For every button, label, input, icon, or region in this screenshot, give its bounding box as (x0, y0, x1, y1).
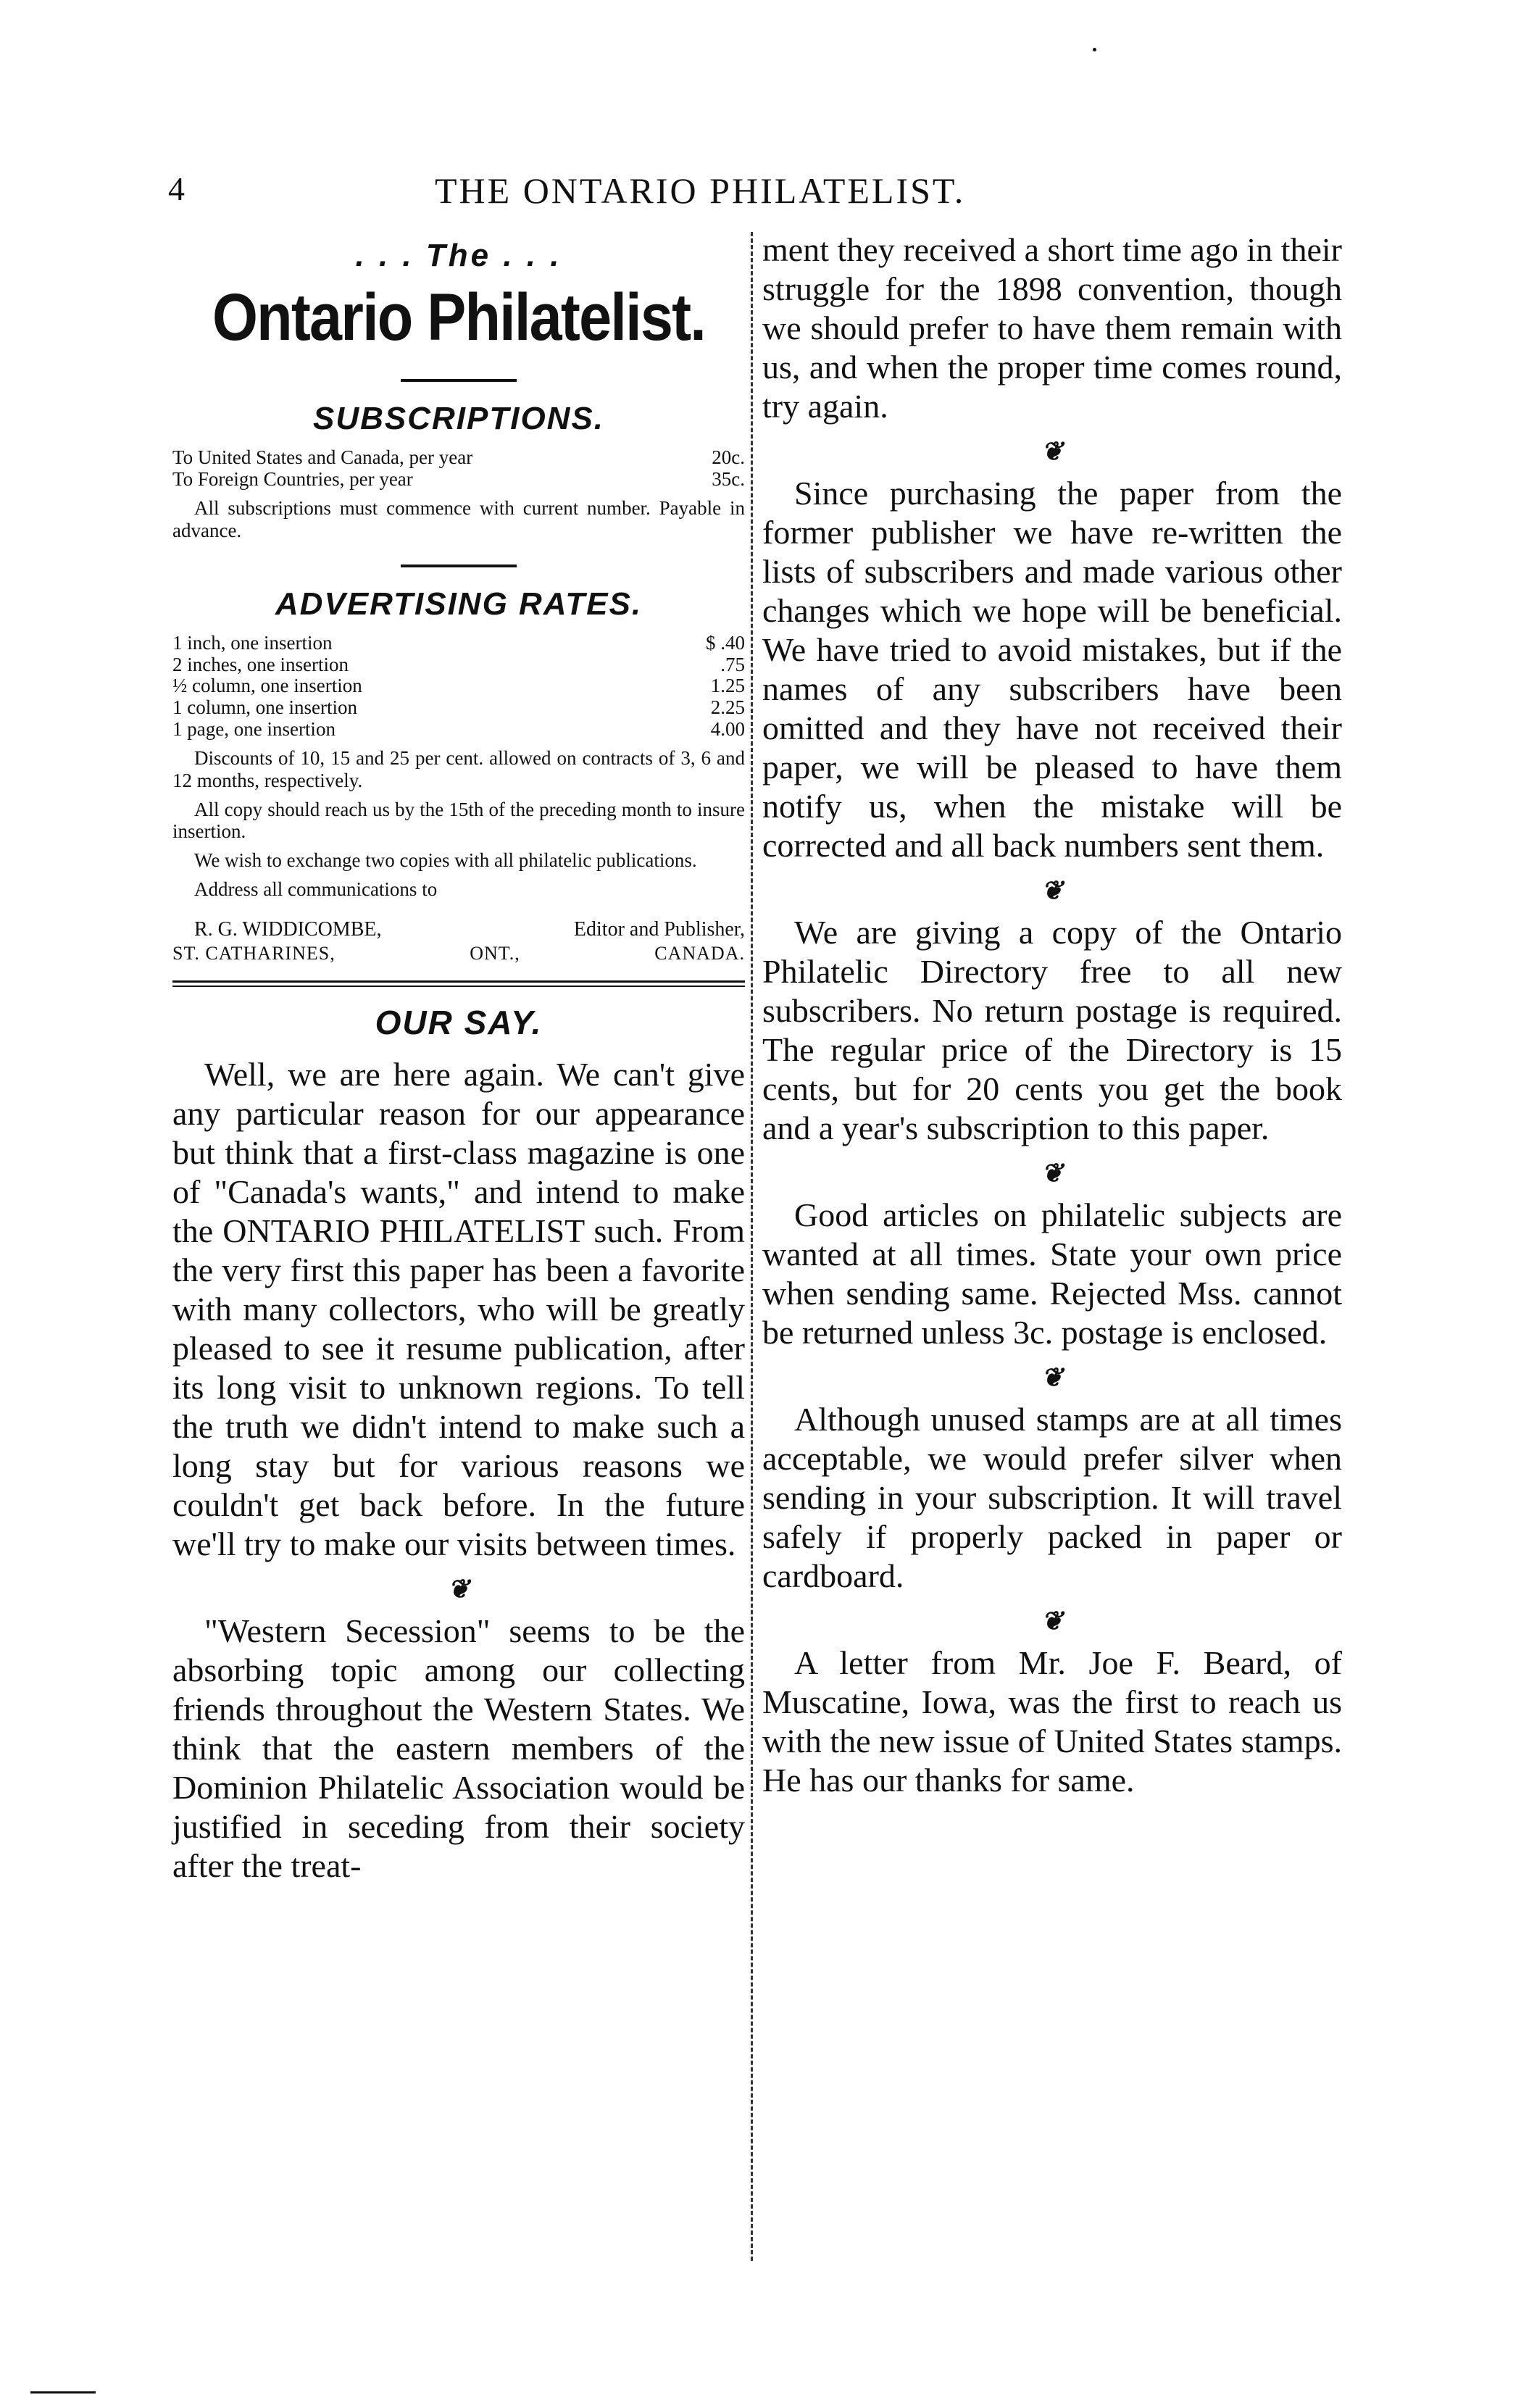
subscriptions-heading: SUBSCRIPTIONS. (312, 401, 605, 436)
subscription-price: 20c. (712, 446, 745, 468)
rate-price: .75 (720, 653, 745, 675)
subscription-price: 35c. (712, 467, 745, 490)
editorial-paragraph: Although unused stamps are at all times acceptable, we would prefer silver when sending in your subscription. It will travel safely if properly packed in paper or cardboard. (762, 1401, 1342, 1594)
running-title: THE ONTARIO PHILATELIST. (435, 170, 966, 211)
ornament-icon: ❦ (1041, 1607, 1064, 1636)
rate-price: 2.25 (710, 696, 745, 718)
rate-label: 2 inches, one insertion (172, 653, 349, 675)
ornament-icon: ❦ (1041, 437, 1064, 466)
ornament-icon: ❦ (1041, 1363, 1064, 1392)
rate-row (172, 633, 745, 654)
editorial-paragraph: A letter from Mr. Joe F. Beard, of Muscatine, Iowa, was the first to reach us with the new issue of United States stamps. He has our thanks for same. (762, 1644, 1342, 1799)
our-say-heading: OUR SAY. (375, 1003, 543, 1041)
section-rule (172, 986, 745, 987)
editorial-paragraph: Well, we are here again. We can't give any particular reason for our appearance but think that a first-class magazine is one of "Canada's wants," and intend to make the ONTARIO PHILATELIST such. From the very first this paper has been a favorite with many collectors, who will be greatly pleased to see it resume publication, after its long visit to unknown regions. To tell the truth we didn't intend to make such a long stay but for various reasons we couldn't get back before. In the future we'll try to make our visits between times. (172, 1055, 745, 1562)
ornament-icon: ❦ (1041, 876, 1064, 905)
rate-label: 1 page, one insertion (172, 717, 336, 740)
editorial-paragraph: Since purchasing the paper from the former publisher we have re-written the lists of subscribers and made various other changes which we hope will be beneficial. We have tried to avoid mistakes, but if the names of any subscribers have been omitted and they have not received their paper, we will be pleased to have them notify us, when the mistake will be corrected and all back numbers sent them. (762, 475, 1342, 864)
editorial-paragraph: "Western Secession" seems to be the absorbing topic among our collecting friends throughout the Western States. We think that the eastern members of the Dominion Philatelic Association would be justified in seceding from their society after the treat- (172, 1612, 745, 1884)
left-column (172, 230, 745, 1886)
discounts-note: Discounts of 10, 15 and 25 per cent. allowed on contracts of 3, 6 and 12 months, respectively. (172, 747, 745, 791)
page-number: 4 (168, 170, 185, 207)
subscription-row (172, 469, 745, 491)
scan-speck (1093, 48, 1096, 51)
rate-label: ½ column, one insertion (172, 675, 362, 697)
address-country: CANADA. (654, 942, 745, 964)
rate-label: 1 column, one insertion (172, 696, 357, 718)
ornament-icon: ❦ (1041, 1159, 1064, 1188)
editor-name: R. G. WIDDICOMBE, (194, 917, 382, 941)
right-column (762, 230, 1342, 1800)
masthead-kicker: . . . The . . . (355, 238, 562, 273)
rate-row (172, 697, 745, 719)
rate-price: $ .40 (706, 631, 745, 654)
column-divider (751, 232, 753, 2261)
editor-title: Editor and Publisher, (573, 917, 745, 941)
running-head (0, 170, 1521, 220)
address-intro: Address all communications to (194, 878, 438, 901)
address-province: ONT., (470, 942, 520, 964)
editor-address (172, 943, 745, 965)
subscription-row (172, 447, 745, 469)
footer-mark (30, 2391, 96, 2394)
rate-label: 1 inch, one insertion (172, 631, 333, 654)
subscription-label: To Foreign Countries, per year (172, 467, 413, 490)
rate-row (172, 654, 745, 676)
rate-price: 4.00 (710, 717, 745, 740)
rate-row (172, 675, 745, 697)
ornament-icon: ❦ (447, 1574, 470, 1604)
rate-row (172, 719, 745, 741)
editor-signature (172, 918, 745, 941)
editorial-paragraph: We are giving a copy of the Ontario Philatelic Directory free to all new subscribers. No return postage is required. The regular price of the Directory is 15 cents, but for 20 cents you get the book and a year's subscription to this paper. (762, 914, 1342, 1146)
subscription-note: All subscriptions must commence with current number. Payable in advance. (172, 497, 745, 541)
subscription-label: To United States and Canada, per year (172, 446, 473, 468)
editorial-continuation: ment they received a short time ago in their struggle for the 1898 convention, though we should prefer to have them remain with us, and when the proper time comes round, try again. (762, 231, 1342, 425)
address-city: ST. CATHARINES, (172, 942, 336, 964)
rate-price: 1.25 (710, 675, 745, 697)
rule (401, 564, 517, 567)
copy-note: All copy should reach us by the 15th of the preceding month to insure insertion. (172, 798, 745, 842)
exchange-note: We wish to exchange two copies with all philatelic publications. (194, 849, 697, 872)
section-rule (172, 980, 745, 983)
rule (401, 379, 517, 382)
advertising-heading: ADVERTISING RATES. (275, 586, 643, 622)
editorial-paragraph: Good articles on philatelic subjects are wanted at all times. State your own price when sending same. Rejected Mss. cannot be returned unless 3c. postage is enclosed. (762, 1196, 1342, 1351)
masthead-title: Ontario Philatelist. (212, 280, 706, 354)
